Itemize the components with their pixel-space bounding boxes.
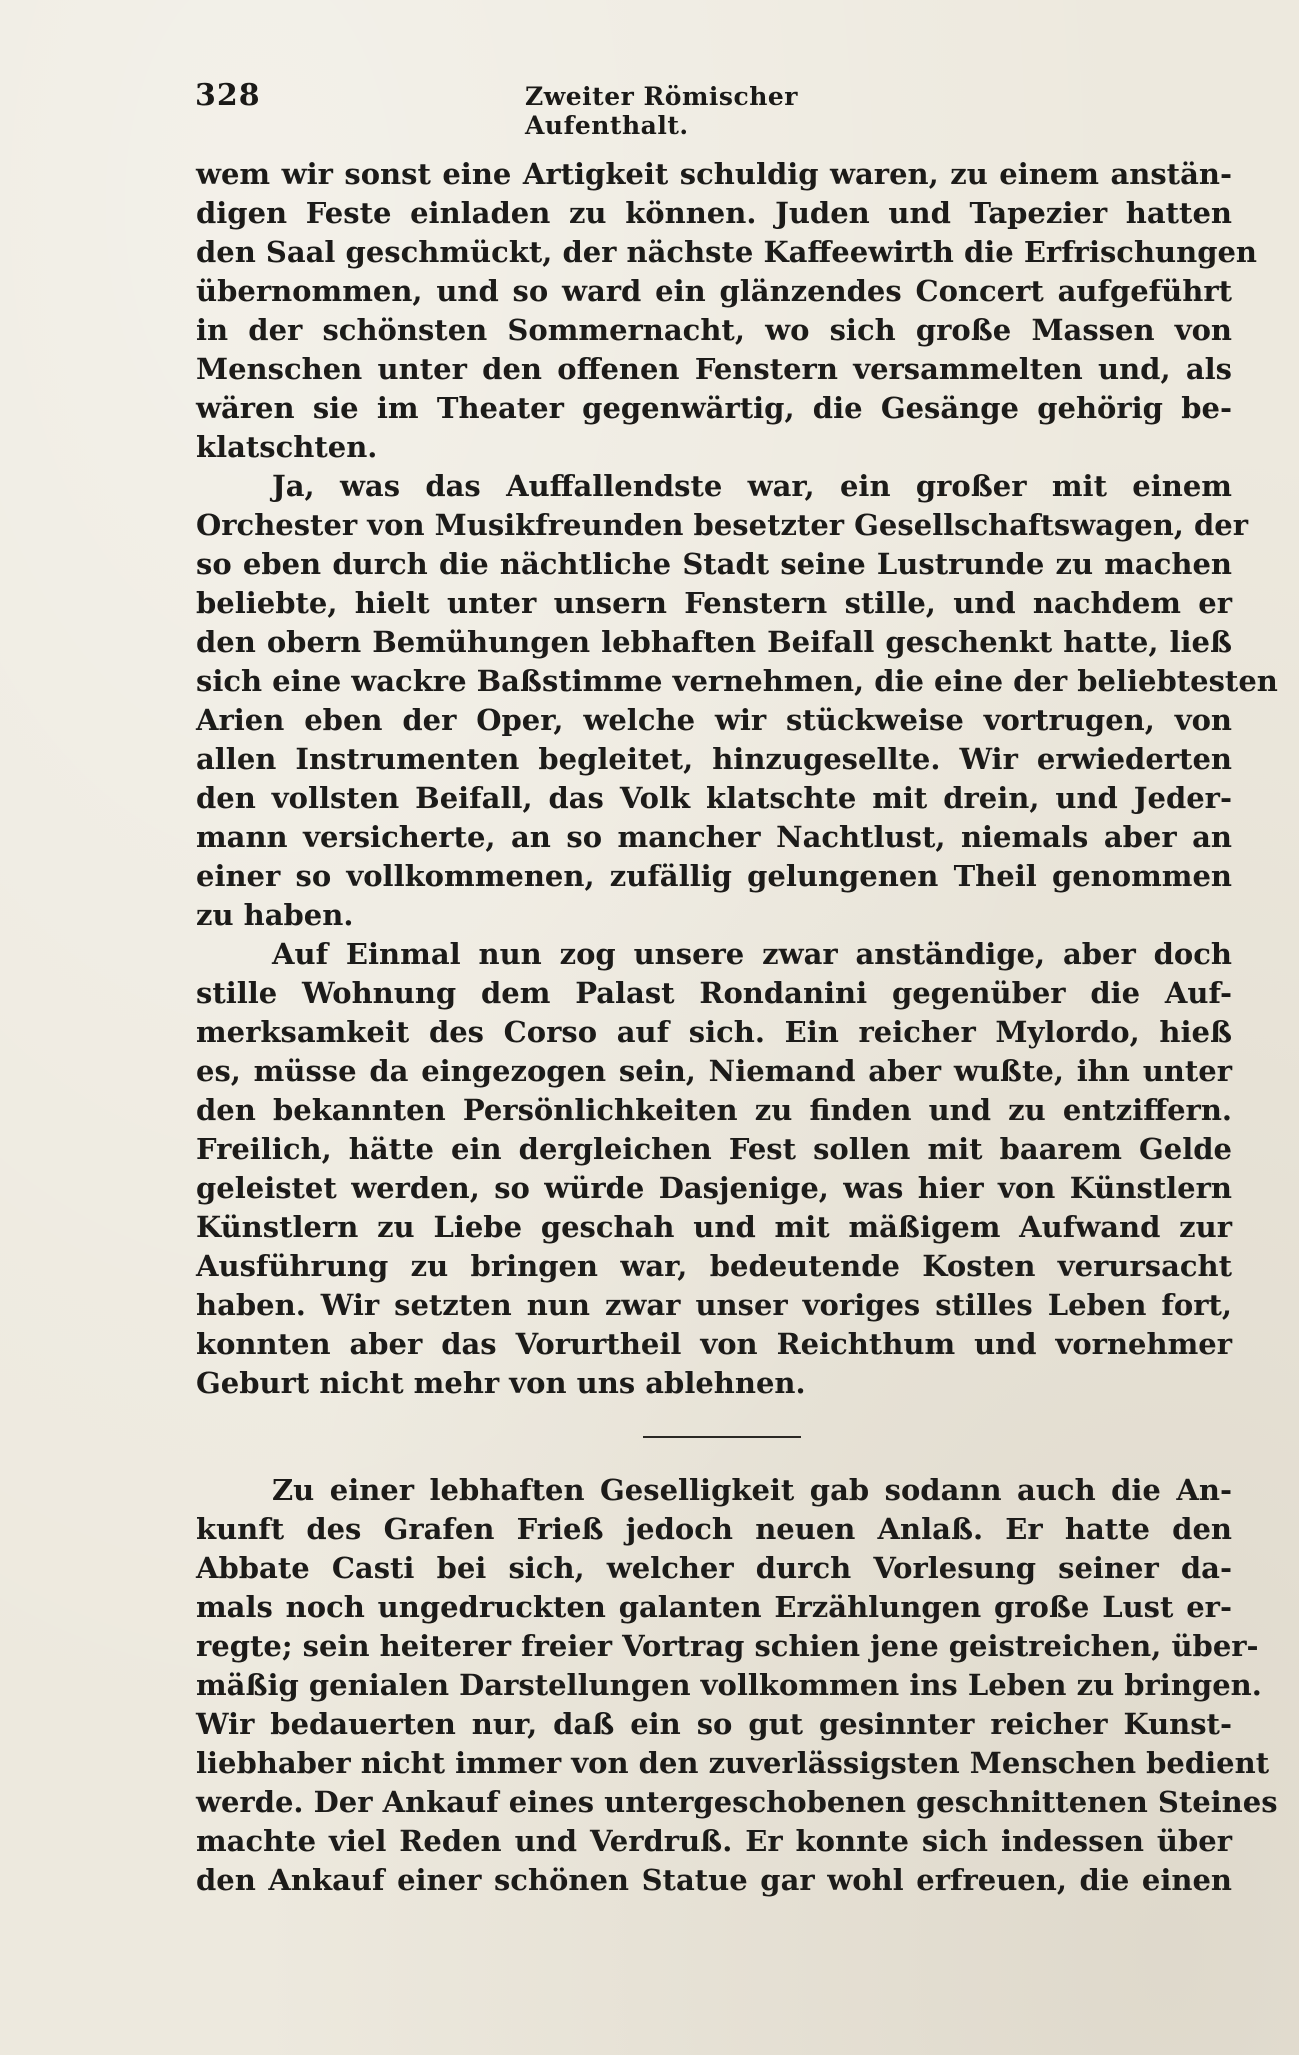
text-line: stille Wohnung dem Palast Rondanini gegenüber die Auf-: [196, 976, 1232, 1010]
text-line: den vollsten Beifall, das Volk klatschte mit drein, und Jeder-: [196, 781, 1232, 815]
text-line: Menschen unter den offenen Fenstern versammelten und, als: [196, 352, 1232, 386]
text-line: Freilich, hätte ein dergleichen Fest sollen mit baarem Gelde: [196, 1132, 1232, 1166]
text-line: Geburt nicht mehr von uns ablehnen.: [196, 1366, 806, 1400]
text-line: liebhaber nicht immer von den zuverlässigsten Menschen bedient: [196, 1746, 1270, 1780]
text-line: digen Feste einladen zu können. Juden und Tapezier hatten: [196, 196, 1232, 230]
text-line: kunft des Grafen Frieß jedoch neuen Anlaß. Er hatte den: [196, 1512, 1232, 1546]
text-line: klatschten.: [196, 430, 378, 464]
page-number: 328: [195, 78, 261, 113]
text-line: Arien eben der Oper, welche wir stückweise vortrugen, von: [196, 703, 1232, 737]
text-line: regte; sein heiterer freier Vortrag schien jene geistreichen, über-: [196, 1629, 1259, 1663]
page-header: [195, 78, 910, 140]
text-line: haben. Wir setzten nun zwar unser voriges stilles Leben fort,: [196, 1288, 1232, 1322]
text-line: konnten aber das Vorurtheil von Reichthum und vornehmer: [196, 1327, 1232, 1361]
text-line: mals noch ungedruckten galanten Erzählungen große Lust er-: [196, 1590, 1232, 1624]
text-line: wären sie im Theater gegenwärtig, die Gesänge gehörig be-: [196, 391, 1232, 425]
text-line: Orchester von Musikfreunden besetzter Gesellschaftswagen, der: [196, 508, 1249, 542]
text-line: Künstlern zu Liebe geschah und mit mäßigem Aufwand zur: [196, 1210, 1232, 1244]
text-line: Abbate Casti bei sich, welcher durch Vorlesung seiner da-: [196, 1551, 1232, 1585]
text-line: Ausführung zu bringen war, bedeutende Kosten verursacht: [196, 1249, 1232, 1283]
text-line: zu haben.: [196, 898, 354, 932]
text-line: mäßig genialen Darstellungen vollkommen ins Leben zu bringen.: [196, 1668, 1262, 1702]
text-line: den obern Bemühungen lebhaften Beifall geschenkt hatte, ließ: [196, 625, 1232, 659]
text-line: machte viel Reden und Verdruß. Er konnte sich indessen über: [196, 1824, 1232, 1858]
text-line: sich eine wackre Baßstimme vernehmen, die eine der beliebtesten: [196, 664, 1278, 698]
text-line: den Saal geschmückt, der nächste Kaffeewirth die Erfrischungen: [196, 235, 1258, 269]
text-line: so eben durch die nächtliche Stadt seine Lustrunde zu machen: [196, 547, 1232, 581]
text-line: werde. Der Ankauf eines untergeschobenen geschnittenen Steines: [196, 1785, 1278, 1819]
running-head: Zweiter Römischer Aufenthalt.: [525, 82, 798, 140]
text-line: es, müsse da eingezogen sein, Niemand aber wußte, ihn unter: [196, 1054, 1232, 1088]
text-line: merksamkeit des Corso auf sich. Ein reicher Mylordo, hieß: [196, 1015, 1232, 1049]
text-line: Wir bedauerten nur, daß ein so gut gesinnter reicher Kunst-: [196, 1707, 1232, 1741]
text-line: beliebte, hielt unter unsern Fenstern stille, und nachdem er: [196, 586, 1232, 620]
text-line: einer so vollkommenen, zufällig gelungenen Theil genommen: [196, 859, 1232, 893]
body-text-section-2: [196, 1471, 1278, 1900]
text-line: geleistet werden, so würde Dasjenige, was hier von Künstlern: [196, 1171, 1232, 1205]
text-line: Auf Einmal nun zog unsere zwar anständige, aber doch: [272, 937, 1232, 971]
section-divider: [643, 1436, 801, 1438]
text-line: den bekannten Persönlichkeiten zu finden und zu entziffern.: [196, 1093, 1232, 1127]
text-line: Ja, was das Auffallendste war, ein großer mit einem: [272, 469, 1232, 503]
body-text-section-1: [196, 155, 1278, 1403]
text-line: allen Instrumenten begleitet, hinzugesellte. Wir erwiederten: [196, 742, 1232, 776]
text-line: den Ankauf einer schönen Statue gar wohl erfreuen, die einen: [196, 1863, 1232, 1897]
text-line: in der schönsten Sommernacht, wo sich große Massen von: [196, 313, 1232, 347]
text-line: übernommen, und so ward ein glänzendes Concert aufgeführt: [196, 274, 1232, 308]
text-line: wem wir sonst eine Artigkeit schuldig waren, zu einem anstän-: [196, 157, 1232, 191]
text-line: mann versicherte, an so mancher Nachtlust, niemals aber an: [196, 820, 1232, 854]
text-line: Zu einer lebhaften Geselligkeit gab sodann auch die An-: [272, 1473, 1232, 1507]
